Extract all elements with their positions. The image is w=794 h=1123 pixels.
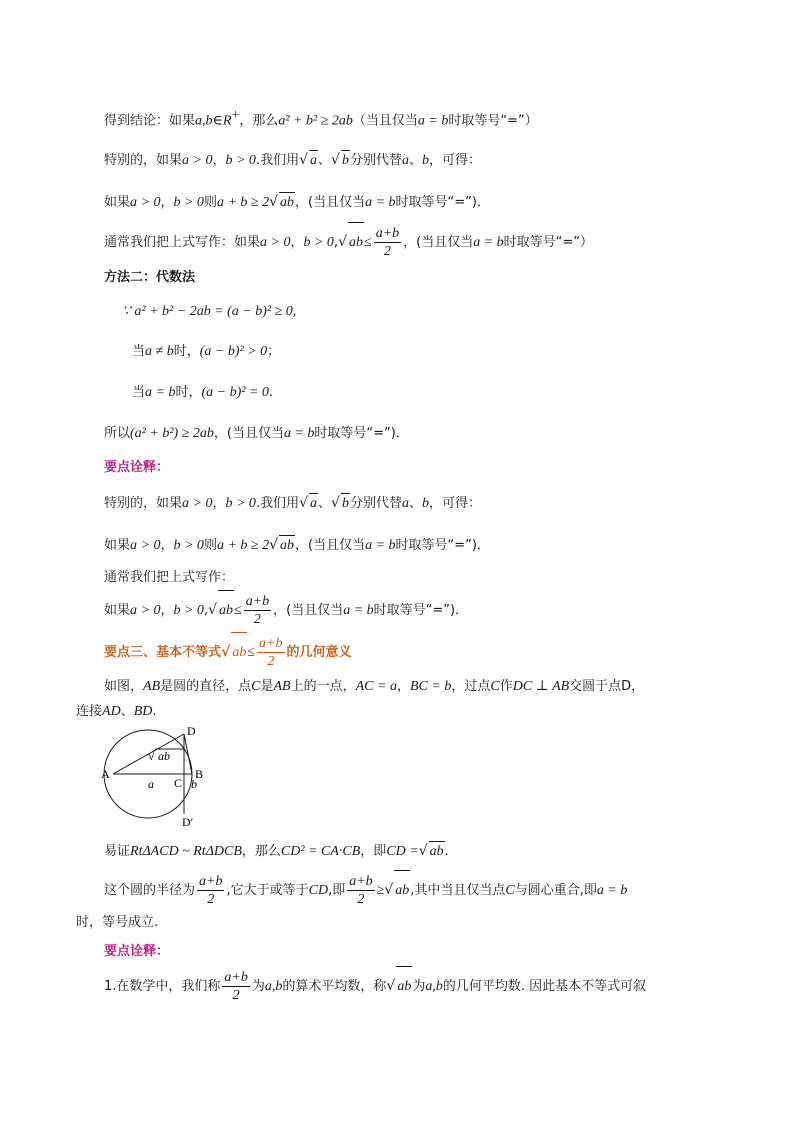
circle-diagram (100, 722, 230, 832)
math: b (421, 496, 429, 511)
conclusion-line (104, 106, 538, 131)
key-note-heading: 要点诠释： (104, 460, 170, 475)
math: ≤ (364, 235, 372, 250)
label-b-length: b (191, 777, 197, 791)
math: ab (429, 841, 445, 862)
math: a = b (417, 113, 449, 129)
text: 如果 (104, 538, 131, 553)
sqrt-sign: √ (148, 749, 155, 763)
text: .我们用 (255, 496, 300, 511)
text: ， (160, 538, 174, 553)
text: ， (212, 496, 226, 511)
math: a² + b² ≥ 2ab (278, 113, 353, 129)
text: 为 (412, 979, 426, 994)
text: ，那么 (239, 113, 279, 129)
text: 如果 (104, 603, 131, 618)
math: CD = (386, 844, 419, 859)
so-line (104, 424, 409, 444)
usually-formula: 如果a > 0，b > 0,√ ab≤ $\frac{a+b}{2}$ ，(当且仅当a = b时取等号“=”)． (104, 590, 468, 631)
math: ab (218, 590, 234, 631)
text: 得到结论：如果 (104, 113, 196, 129)
label-sqrt-ab: ab (158, 749, 170, 763)
math: a (309, 493, 318, 514)
text: ，过点 (451, 679, 491, 694)
label-a-point: A (101, 767, 110, 781)
numerator: a+b (349, 874, 373, 889)
math-sup: + (231, 108, 240, 123)
math: b (341, 493, 350, 514)
math: a = b (343, 603, 374, 618)
key-note-heading-2: 要点诠释： (104, 944, 170, 959)
math: (a² + b²) ≥ 2ab (130, 426, 214, 441)
math: b > 0 (225, 496, 256, 511)
text: 则 (203, 195, 217, 210)
numerator: a+b (245, 594, 270, 609)
text: 易证 (104, 844, 131, 859)
text: 交圆于点D， (569, 679, 645, 694)
text: ，(当且仅当 (273, 603, 344, 618)
math: ∵ a² + b² − 2ab = (a − b)² ≥ 0, (122, 304, 297, 319)
denominator: 2 (267, 654, 275, 669)
label-d-point: D (187, 724, 196, 738)
math: ab (348, 222, 364, 263)
math: a,b∈R (195, 113, 232, 129)
text: ,即 (328, 883, 346, 898)
text: 是圆的直径，点 (160, 679, 252, 694)
segment-bd (184, 734, 192, 774)
text: ，那么 (241, 844, 281, 859)
denominator: 2 (207, 892, 215, 907)
denominator: 2 (232, 988, 240, 1003)
math: a = b (145, 385, 176, 400)
text: 如果 (104, 195, 131, 210)
text: 时， (175, 385, 202, 400)
text: 、 (408, 496, 422, 511)
because-line (122, 302, 296, 322)
proof-line: 易证RtΔACD ~ RtΔDCB，那么CD² = CA·CB，即CD =√ ab. (104, 841, 449, 862)
fraction (244, 593, 271, 628)
text: 的几何意义 (286, 645, 352, 660)
text: 与圆心重合,即 (514, 883, 597, 898)
math: ab (279, 192, 295, 213)
math: ab (394, 870, 410, 911)
math: CD (308, 883, 329, 898)
text: 特别的，如果 (104, 496, 183, 511)
text: . (268, 385, 274, 400)
text: 时取等号“=”)． (373, 603, 469, 618)
text: 要点三、基本不等式 (104, 645, 222, 660)
numerator: a+b (259, 636, 283, 651)
math: C (505, 883, 515, 898)
text: ,其中当且仅当点 (410, 883, 506, 898)
text: 、 (318, 153, 332, 168)
text: 时， (173, 344, 200, 359)
text: 连接 (76, 704, 103, 719)
text: 作 (499, 679, 513, 694)
text: 的几何平均数. 因此基本不等式可叙 (442, 979, 647, 994)
special-line: 特别的，如果a > 0，b > 0.我们用√ a、√ b分别代替a、b，可得： (104, 150, 481, 171)
math: (a − b)² > 0 (199, 344, 268, 359)
math: a > 0 (182, 496, 213, 511)
text: ，(当且仅当 (403, 235, 474, 250)
figure-desc-line2 (76, 702, 157, 722)
text: ，可得： (428, 153, 481, 168)
math: ab (231, 632, 247, 673)
when-ne-line (132, 342, 280, 362)
text: 时取等号“=”)． (314, 426, 409, 441)
math: b (341, 150, 350, 171)
text: 通常我们把上式写作：如果 (104, 235, 261, 250)
numerator: a+b (199, 874, 223, 889)
math: (a − b)² = 0 (201, 385, 269, 400)
math: ab (396, 966, 412, 1007)
math: a > 0 (130, 538, 161, 553)
text: ，(当且仅当 (295, 195, 366, 210)
section3-heading: 要点三、基本不等式√ ab≤ $\frac{a+b}{2}$ 的几何意义 (104, 632, 352, 673)
math: BC = b (409, 679, 452, 694)
math: AB (273, 679, 291, 694)
label-b-point: B (195, 767, 204, 781)
math: b (421, 153, 429, 168)
math: AD (102, 704, 121, 719)
text: 所以 (104, 426, 131, 441)
text: 特别的，如果 (104, 153, 183, 168)
text: （当且仅当 (352, 113, 418, 129)
math: C (251, 679, 261, 694)
label-a-length: a (148, 777, 154, 791)
text: ，(当且仅当 (213, 426, 284, 441)
text: 、 (318, 496, 332, 511)
math: a,b (264, 979, 283, 994)
text: .我们用 (255, 153, 300, 168)
math: a,b (425, 979, 443, 994)
math: a = b (365, 538, 396, 553)
text: 1.在数学中，我们称 (104, 979, 221, 994)
fraction (257, 635, 284, 670)
math: a > 0 (182, 153, 213, 168)
math: ≤ (247, 645, 256, 660)
special-line-2: 特别的，如果a > 0，b > 0.我们用√ a、√ b分别代替a、b，可得： (104, 493, 481, 514)
math: AB (143, 679, 161, 694)
text: 、 (408, 153, 422, 168)
fraction (347, 873, 374, 908)
math: a > 0 (260, 235, 291, 250)
text: 的算术平均数，称 (282, 979, 387, 994)
math: a + b ≥ 2 (216, 538, 270, 553)
radius-line-2: 时，等号成立. (76, 915, 159, 930)
math: a = b (283, 426, 315, 441)
math: b > 0 (225, 153, 256, 168)
fraction (197, 873, 224, 908)
math: b > 0 (173, 603, 204, 618)
math: b > 0 (173, 538, 204, 553)
text: 当 (132, 344, 146, 359)
usually-label: 通常我们把上式写作： (104, 570, 235, 585)
math: a = b (473, 235, 504, 250)
math: C (490, 679, 500, 694)
denominator: 2 (357, 892, 365, 907)
usually-line: 通常我们把上式写作：如果a > 0，b > 0,√ ab≤ $\frac{a+b}{2}$ ，(当且仅当a = b时取等号“=”） (104, 222, 593, 263)
text: 是 (260, 679, 274, 694)
text: ； (267, 344, 281, 359)
math: ab (279, 535, 295, 556)
text: 、 (120, 704, 134, 719)
denominator: 2 (253, 612, 261, 627)
math: DC ⊥ AB (512, 679, 570, 694)
text: 上的一点， (290, 679, 356, 694)
text: 时取等号“=”)． (395, 195, 490, 210)
math: a (309, 150, 318, 171)
text: ，可得： (428, 496, 481, 511)
math: a > 0 (130, 195, 161, 210)
text: . (152, 704, 157, 719)
text: 时取等号“=”)． (395, 538, 490, 553)
denominator: 2 (383, 244, 391, 259)
math: a + b ≥ 2 (216, 195, 270, 210)
math: a (401, 496, 409, 511)
math: b > 0 (173, 195, 204, 210)
method2-heading: 方法二：代数法 (104, 270, 196, 285)
radius-line: 这个圆的半径为 $\frac{a+b}{2}$ ,它大于或等于CD,即 $\frac{a+b}{2}$ ≥√ ab,其中当且仅当点C与圆心重合,即a = b (104, 870, 627, 911)
fraction (222, 969, 249, 1004)
text: 分别代替 (349, 496, 402, 511)
text: ，即 (360, 844, 387, 859)
math: AC = a (355, 679, 397, 694)
text: ， (160, 195, 174, 210)
text: 时取等号“=”） (448, 113, 538, 129)
text: ， (212, 153, 226, 168)
text: 为 (251, 979, 265, 994)
numerator: a+b (224, 970, 248, 985)
label-d-prime-point: D′ (182, 815, 194, 829)
when-eq-line (132, 383, 273, 403)
math: CD² = CA·CB (280, 844, 361, 859)
fraction (374, 225, 401, 260)
text: ，(当且仅当 (295, 538, 366, 553)
last-line: 1.在数学中，我们称 $\frac{a+b}{2}$ 为a,b的算术平均数，称√ ab为a,b的几何平均数. 因此基本不等式可叙 (104, 966, 646, 1007)
text: 则 (203, 538, 217, 553)
math: BD (133, 704, 153, 719)
numerator: a+b (375, 226, 400, 241)
math: a > 0 (130, 603, 161, 618)
if-line-2: 如果a > 0，b > 0则a + b ≥ 2√ ab，(当且仅当a = b时取等号“=”)． (104, 535, 490, 556)
math: a ≠ b (145, 344, 174, 359)
math: a (401, 153, 409, 168)
math: RtΔACD ~ RtΔDCB (130, 844, 242, 859)
text: 当 (132, 385, 146, 400)
text: 这个圆的半径为 (104, 883, 196, 898)
text: 时取等号“=”） (503, 235, 594, 250)
math: ≥ (376, 883, 385, 898)
label-c-point: C (174, 776, 183, 790)
math: ≤ (234, 603, 242, 618)
text: ， (290, 235, 304, 250)
figure-desc-line1: 如图，AB是圆的直径，点C是AB上的一点，AC = a，BC = b，过点C作DC ⊥ AB交圆于点D， (104, 679, 645, 694)
text: ,它大于或等于 (226, 883, 309, 898)
text: ， (160, 603, 174, 618)
text: 如图， (104, 679, 144, 694)
math: a = b (596, 883, 628, 898)
if-line: 如果a > 0，b > 0则a + b ≥ 2√ ab，(当且仅当a = b时取等号“=”)． (104, 192, 490, 213)
math: a = b (365, 195, 396, 210)
text: . (444, 844, 449, 859)
math: b > 0 (303, 235, 334, 250)
text: 分别代替 (349, 153, 402, 168)
